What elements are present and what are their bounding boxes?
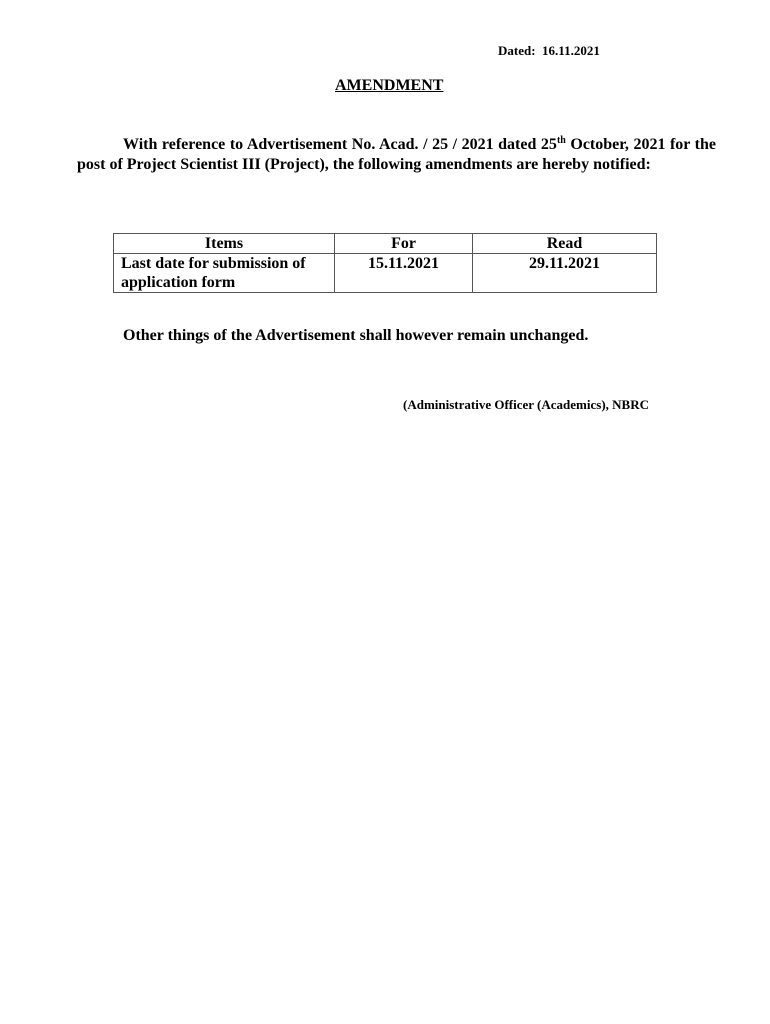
cell-for: 15.11.2021 <box>335 254 473 293</box>
column-header-read: Read <box>473 234 657 254</box>
column-header-for: For <box>335 234 473 254</box>
closing-note: Other things of the Advertisement shall however remain unchanged. <box>123 327 589 344</box>
table-row <box>114 254 657 293</box>
body-paragraph <box>77 135 716 175</box>
dated-label: Dated: <box>498 43 536 58</box>
signatory: (Administrative Officer (Academics), NBRC <box>403 397 649 412</box>
cell-read: 29.11.2021 <box>473 254 657 293</box>
body-text-start: With reference to Advertisement No. Acad. / 25 / 2021 dated 25 <box>123 136 557 153</box>
dated-value: 16.11.2021 <box>542 43 600 58</box>
amendment-table <box>113 233 657 293</box>
page-title: AMENDMENT <box>335 77 444 94</box>
body-text-end: October, 2021 for the post of Project Scientist III (Project), the following amendments are hereby notified: <box>77 136 716 173</box>
cell-item: Last date for submission of application form <box>114 254 335 293</box>
date-ordinal-suffix: th <box>556 135 566 146</box>
table-header-row <box>114 234 657 254</box>
column-header-items: Items <box>114 234 335 254</box>
dated-line <box>498 43 600 59</box>
